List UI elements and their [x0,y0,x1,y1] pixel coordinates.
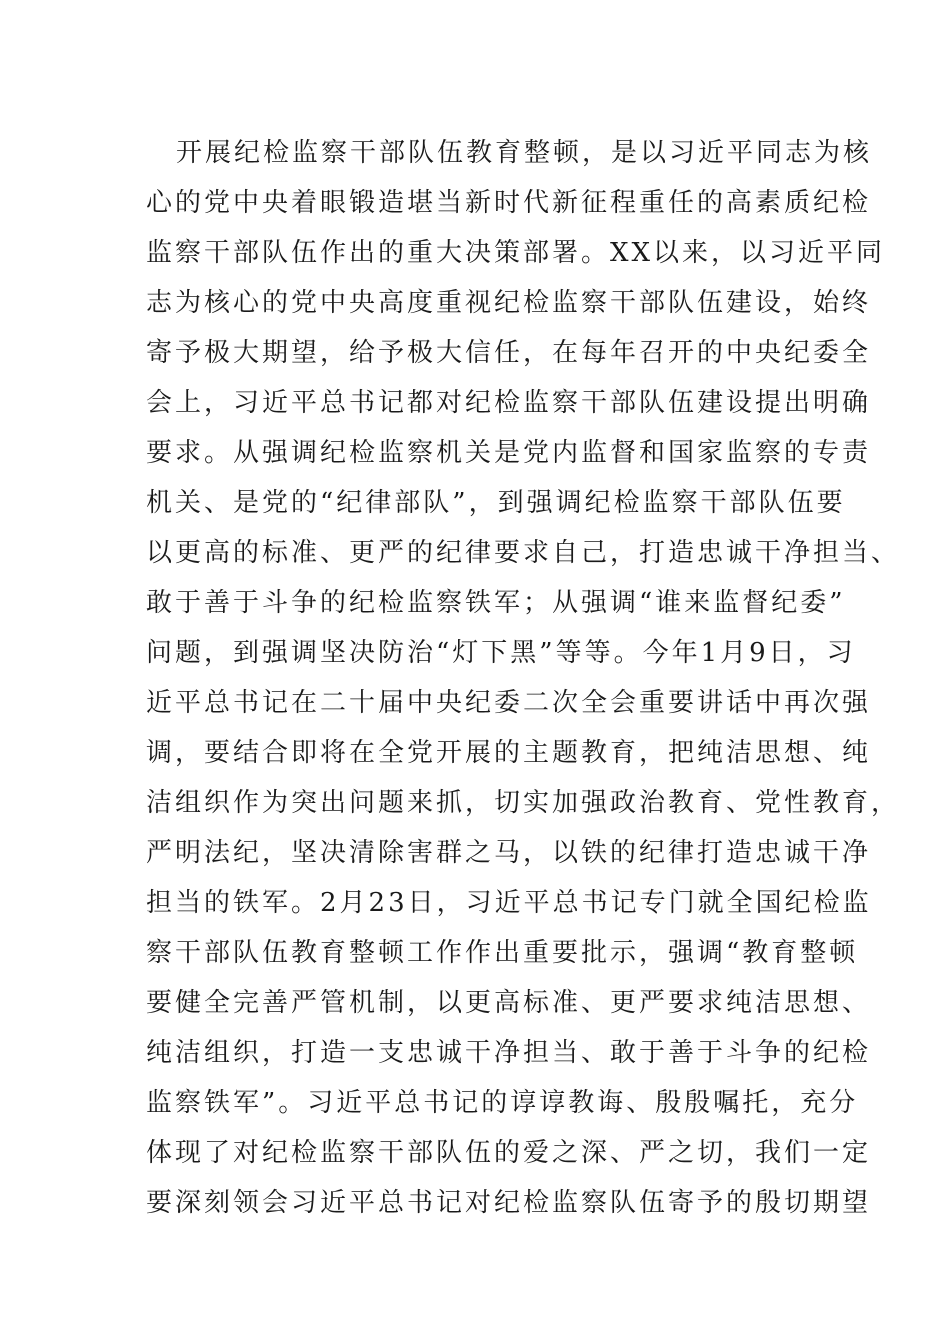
paragraph-line-7: 要求。从强调纪检监察机关是党内监督和国家监察的专责 [146,438,872,468]
paragraph-line-21: 体现了对纪检监察干部队伍的爱之深、严之切，我们一定 [146,1138,872,1168]
paragraph-line-14: 洁组织作为突出问题来抓，切实加强政治教育、党性教育， [146,788,901,818]
paragraph-line-16: 担当的铁军。2月23日，习近平总书记专门就全国纪检监 [146,888,872,918]
paragraph-line-2: 心的党中央着眼锻造堪当新时代新征程重任的高素质纪检 [146,188,872,218]
paragraph-line-19: 纯洁组织，打造一支忠诚干净担当、敢于善于斗争的纪检 [146,1038,872,1068]
paragraph-line-13: 调，要结合即将在全党开展的主题教育，把纯洁思想、纯 [146,738,872,768]
paragraph-line-5: 寄予极大期望，给予极大信任，在每年召开的中央纪委全 [146,338,872,368]
paragraph-line-20: 监察铁军”。习近平总书记的谆谆教诲、殷殷嘱托，充分 [146,1088,859,1118]
paragraph-line-9: 以更高的标准、更严的纪律要求自己，打造忠诚干净担当、 [146,538,901,568]
paragraph-line-10: 敢于善于斗争的纪检监察铁军；从强调“谁来监督纪委” [146,588,846,618]
paragraph-line-18: 要健全完善严管机制，以更高标准、更严要求纯洁思想、 [146,988,872,1018]
paragraph-line-12: 近平总书记在二十届中央纪委二次全会重要讲话中再次强 [146,688,872,718]
paragraph-line-3: 监察干部队伍作出的重大决策部署。XX以来，以习近平同 [146,238,886,268]
paragraph-line-6: 会上，习近平总书记都对纪检监察干部队伍建设提出明确 [146,388,872,418]
paragraph-line-22: 要深刻领会习近平总书记对纪检监察队伍寄予的殷切期望 [146,1188,872,1218]
body-paragraph [146,128,901,1228]
paragraph-line-15: 严明法纪，坚决清除害群之马，以铁的纪律打造忠诚干净 [146,838,872,868]
paragraph-line-17: 察干部队伍教育整顿工作作出重要批示，强调“教育整顿 [146,938,859,968]
paragraph-line-4: 志为核心的党中央高度重视纪检监察干部队伍建设，始终 [146,288,872,318]
paragraph-line-8: 机关、是党的“纪律部队”，到强调纪检监察干部队伍要 [146,488,846,518]
paragraph-line-11: 问题，到强调坚决防治“灯下黑”等等。今年1月9日，习 [146,638,856,668]
paragraph-line-1: 开展纪检监察干部队伍教育整顿，是以习近平同志为核 [176,138,873,168]
